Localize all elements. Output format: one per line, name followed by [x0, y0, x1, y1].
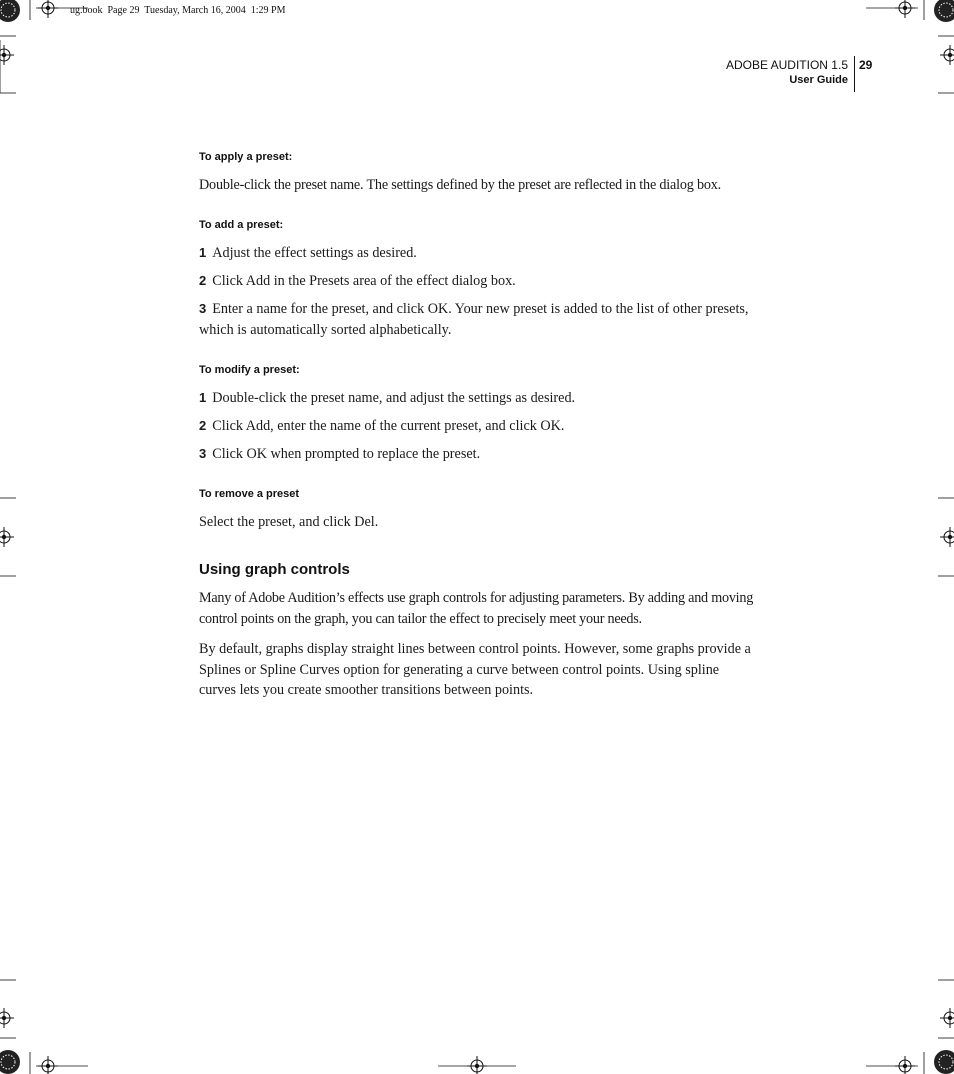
modify-step-2 — [199, 416, 759, 437]
remove-preset-heading: To remove a preset — [199, 488, 300, 500]
step-text: Adjust the effect settings as desired. — [212, 245, 417, 261]
apply-preset-text: Double-click the preset name. The settings defined by the preset are reflected in the dialog box. — [199, 177, 722, 193]
graph-paragraph-1: Many of Adobe Audition’s effects use graph controls for adjusting parameters. By adding and moving control points on the graph, you can tailor the effect to precisely meet your needs. — [199, 590, 754, 627]
remove-preset-text: Select the preset, and click Del. — [199, 514, 379, 530]
step-text: Click Add in the Presets area of the effect dialog box. — [212, 273, 516, 289]
step-number: 1 — [199, 245, 207, 260]
step-number: 3 — [199, 446, 207, 461]
header-divider — [854, 56, 855, 92]
step-number: 2 — [199, 273, 207, 288]
modify-step-1 — [199, 388, 759, 409]
print-slug: ug.book Page 29 Tuesday, March 16, 2004 1:29 PM — [70, 5, 286, 16]
graph-paragraph-2: By default, graphs display straight lines between control points. However, some graphs provide a Splines or Spline Curves option for generating a curve between control points. Using spline curves lets you create smoother transitions between points. — [199, 641, 751, 698]
add-step-1 — [199, 243, 759, 264]
step-number: 3 — [199, 301, 207, 316]
modify-preset-heading: To modify a preset: — [199, 364, 300, 376]
add-step-3 — [199, 299, 759, 340]
add-step-2 — [199, 271, 759, 292]
step-text: Double-click the preset name, and adjust the settings as desired. — [212, 390, 576, 406]
running-header — [726, 58, 848, 86]
product-name: ADOBE AUDITION 1.5 — [725, 58, 848, 72]
step-text: Click OK when prompted to replace the preset. — [212, 446, 481, 462]
step-number: 1 — [199, 390, 207, 405]
guide-title: User Guide — [789, 74, 848, 86]
step-number: 2 — [199, 418, 207, 433]
page-number: 29 — [859, 58, 873, 72]
step-text: Click Add, enter the name of the current preset, and click OK. — [212, 418, 565, 434]
step-text: Enter a name for the preset, and click OK. Your new preset is added to the list of other presets, which is automatically sorted alphabetically. — [199, 301, 749, 338]
section-heading: Using graph controls — [199, 561, 350, 578]
apply-preset-heading: To apply a preset: — [199, 151, 293, 163]
modify-step-3 — [199, 444, 759, 465]
add-preset-heading: To add a preset: — [199, 219, 284, 231]
